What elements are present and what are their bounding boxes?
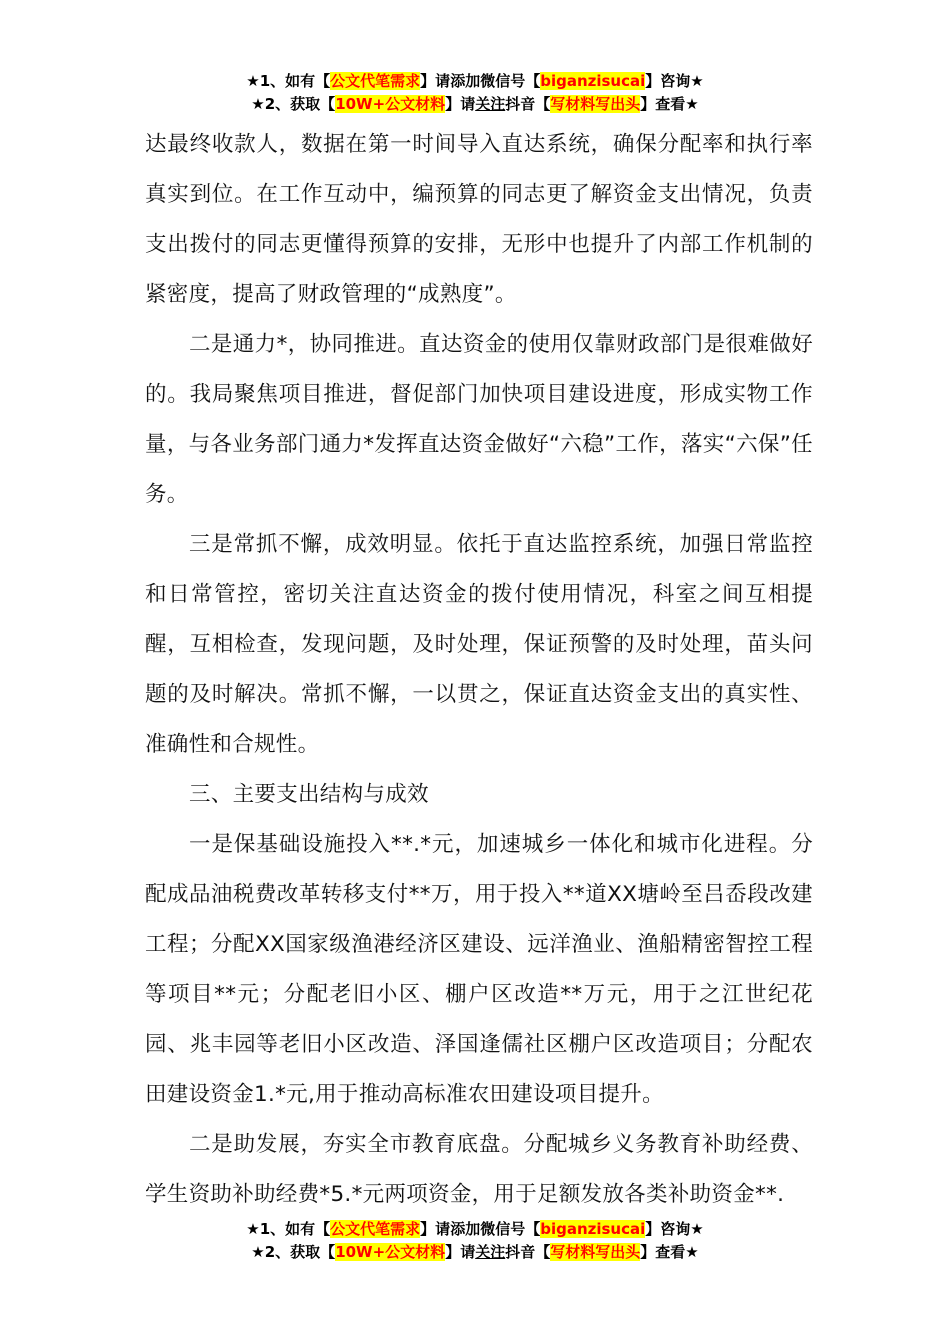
paragraph-education: 二是助发展，夯实全市教育底盘。分配城乡义务教育补助经费、学生资助补助经费*5.*元两项资金，用于足额发放各类补助资金**. <box>145 1132 813 1207</box>
highlight-douyin-account: 写材料写出头 <box>550 1243 641 1261</box>
highlight-wechat-id: biganzisucai <box>540 1220 646 1238</box>
footer-banner <box>0 1218 950 1264</box>
document-body <box>145 120 813 1220</box>
banner-line-2: ★2、获取【10W+公文材料】请关注抖音【写材料写出头】查看★ <box>251 1243 699 1261</box>
highlight-materials: 10W+公文材料 <box>335 1243 446 1261</box>
paragraph-persistence: 三是常抓不懈，成效明显。依托于直达监控系统，加强日常监控和日常管控，密切关注直达资金的拨付使用情况，科室之间互相提醒，互相检查，发现问题，及时处理，保证预警的及时处理，苗头问题的及时解决。常抓不懈，一以贯之，保证直达资金支出的真实性、准确性和合规性。 <box>145 532 813 757</box>
paragraph-coordination: 二是通力*，协同推进。直达资金的使用仅靠财政部门是很难做好的。我局聚焦项目推进，督促部门加快项目建设进度，形成实物工作量，与各业务部门通力*发挥直达资金做好“六稳”工作，落实“六保”任务。 <box>145 332 813 507</box>
highlight-writing-service: 公文代笔需求 <box>330 1220 421 1238</box>
banner-line-1: ★1、如有【公文代笔需求】请添加微信号【biganzisucai】咨询★ <box>246 1220 704 1238</box>
header-banner <box>0 70 950 116</box>
highlight-materials: 10W+公文材料 <box>335 95 446 113</box>
banner-line-2: ★2、获取【10W+公文材料】请关注抖音【写材料写出头】查看★ <box>251 95 699 113</box>
highlight-douyin-account: 写材料写出头 <box>550 95 641 113</box>
section-heading: 三、主要支出结构与成效 <box>189 782 429 807</box>
paragraph-continuation: 达最终收款人，数据在第一时间导入直达系统，确保分配率和执行率真实到位。在工作互动中，编预算的同志更了解资金支出情况，负责支出拨付的同志更懂得预算的安排，无形中也提升了内部工作机制的紧密度，提高了财政管理的“成熟度”。 <box>145 132 813 307</box>
paragraph-infrastructure: 一是保基础设施投入**.*元，加速城乡一体化和城市化进程。分配成品油税费改革转移支付**万，用于投入**道XX塘岭至吕岙段改建工程；分配XX国家级渔港经济区建设、远洋渔业、渔船精密智控工程等项目**元；分配老旧小区、棚户区改造**万元，用于之江世纪花园、兆丰园等老旧小区改造、泽国逢儒社区棚户区改造项目；分配农田建设资金1.*元,用于推动高标准农田建设项目提升。 <box>145 832 813 1107</box>
highlight-writing-service: 公文代笔需求 <box>330 72 421 90</box>
banner-line-1: ★1、如有【公文代笔需求】请添加微信号【biganzisucai】咨询★ <box>246 72 704 90</box>
highlight-wechat-id: biganzisucai <box>540 72 646 90</box>
